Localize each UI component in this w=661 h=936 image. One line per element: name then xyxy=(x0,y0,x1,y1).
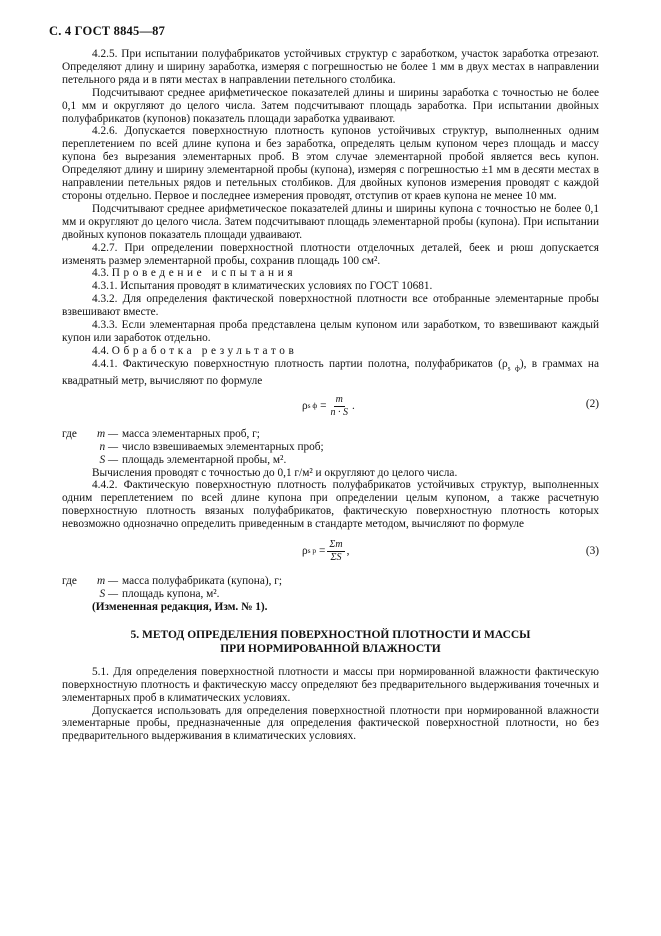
heading-4-4: 4.4. Обработка результатов xyxy=(92,344,298,357)
paragraph-4-2-7: 4.2.7. При определении поверхностной плотности отделочных деталей, беек и рюш допускается изменять размер элементарной пробы, сохранив площадь 100 см². xyxy=(62,241,599,267)
document-body xyxy=(62,48,599,743)
paragraph-4-4-2: 4.4.2. Фактическую поверхностную плотность полуфабрикатов устойчивых структур, выполненных одним переплетением по всей длине купона при определении целым купоном, а также расчетную поверхностную плотность вязаных полуфабрикатов, фактическую поверхностную плотность которых невозможно однозначно определить приведенным в стандарте методом, вычисляют по формуле xyxy=(62,479,599,531)
heading-4-4-title: Обработка результатов xyxy=(111,344,298,357)
page-header: С. 4 ГОСТ 8845—87 xyxy=(49,24,166,38)
formula-3: ρ s р = $\frac{\Sigma m}{\Sigma S}$ , (3) xyxy=(302,539,599,564)
paragraph-5-1-cont: Допускается использовать для определения поверхностной плотности при нормированной влажности элементарные пробы, предназначенные для определения фактической поверхностной плотности, но без предварительного выдерживания в климатических условиях. xyxy=(62,704,599,743)
formula-2-number: (2) xyxy=(585,397,599,410)
paragraph-4-3-2: 4.3.2. Для определения фактической поверхностной плотности все отобранные элементарные пробы взвешивают вместе. xyxy=(62,293,599,319)
paragraph-4-3-3: 4.3.3. Если элементарная проба представлена целым купоном или заработком, то взвешивают каждый купон или заработок отдельно. xyxy=(62,319,599,344)
amendment-note: (Измененная редакция, Изм. № 1). xyxy=(92,600,268,613)
formula-2: ρ s ф = $\frac{m}{n \cdot S}$ . (2) xyxy=(302,393,599,418)
paragraph-calc-precision: Вычисления проводят с точностью до 0,1 г/м² и округляют до целого числа. xyxy=(92,466,458,479)
paragraph-4-2-6-cont: Подсчитывают среднее арифметическое показателей длины и ширины купона с точностью не более 0,1 мм и округляют до целого числа. Затем подсчитывают площадь элементарной пробы (купона). При испытании двойных купонов показатель площади удваивают. xyxy=(62,202,599,241)
section-5-heading: 5. МЕТОД ОПРЕДЕЛЕНИЯ ПОВЕРХНОСТНОЙ ПЛОТНОСТИ И МАССЫ ПРИ НОРМИРОВАННОЙ ВЛАЖНОСТИ xyxy=(130,628,531,655)
legend-row: где m — масса элементарных проб, г; xyxy=(62,427,260,440)
formula-3-fraction: $\frac{\Sigma m}{\Sigma S}$ xyxy=(329,539,343,564)
formula-2-fraction: $\frac{m}{n \cdot S}$ xyxy=(330,393,348,418)
heading-4-3-title: Проведение испытания xyxy=(111,267,297,280)
legend-formula-3 xyxy=(62,575,599,601)
paragraph-5-1: 5.1. Для определения поверхностной плотности и массы при нормированной влажности фактическую поверхностную плотность и фактическую массу определяют без предварительного выдерживания точечных и элементарных проб в климатических условиях. xyxy=(62,665,599,704)
legend-row: n — число взвешиваемых элементарных проб; xyxy=(99,440,324,453)
legend-row: S — площадь купона, м². xyxy=(99,587,220,600)
legend-row: S — площадь элементарной пробы, м². xyxy=(99,453,287,466)
heading-4-3: 4.3. Проведение испытания xyxy=(92,267,297,280)
paragraph-4-2-6: 4.2.6. Допускается поверхностную плотность купонов устойчивых структур, выполненных одним переплетением по всей длине купона и без заработка, определять целым купоном через площадь и массу купона без вырезания элементарных проб. В этом случае элементарной пробой является весь купон. Определяют длину и ширину элементарной пробы (купона), измеряя с погрешностью ±1 мм в десяти местах в направлении петельных рядов и петельных столбиков. Для двойных купонов измерения проводят с каждой стороны отдельно. Первое и последнее измерения проводят, отступив от краев купона не менее 10 мм. xyxy=(62,125,599,202)
formula-3-number: (3) xyxy=(585,545,599,558)
legend-formula-2 xyxy=(62,428,599,467)
paragraph-4-2-5: 4.2.5. При испытании полуфабрикатов устойчивых структур с заработком, участок заработка отрезают. Определяют длину и ширину заработка, измеряя с погрешностью не более 1 мм в двух местах в направлении петельного ряда и в пяти местах в направлении петельного столбика. xyxy=(62,48,599,86)
paragraph-4-3-1: 4.3.1. Испытания проводят в климатических условиях по ГОСТ 10681. xyxy=(92,280,433,293)
paragraph-4-4-1: 4.4.1. Фактическую поверхностную плотность партии полотна, полуфабрикатов $(\rho_{s ф})$, в граммах на квадратный метр, вычисляют по формуле xyxy=(62,357,599,387)
legend-row: где m — масса полуфабриката (купона), г; xyxy=(62,575,283,588)
paragraph-4-2-5-cont: Подсчитывают среднее арифметическое показателей длины и ширины заработка с точностью не более 0,1 мм и округляют до целого числа. Затем подсчитывают площадь заработка. При испытании двойных полуфабрикатов (купонов) показатель площади заработка удваивают. xyxy=(62,86,599,125)
